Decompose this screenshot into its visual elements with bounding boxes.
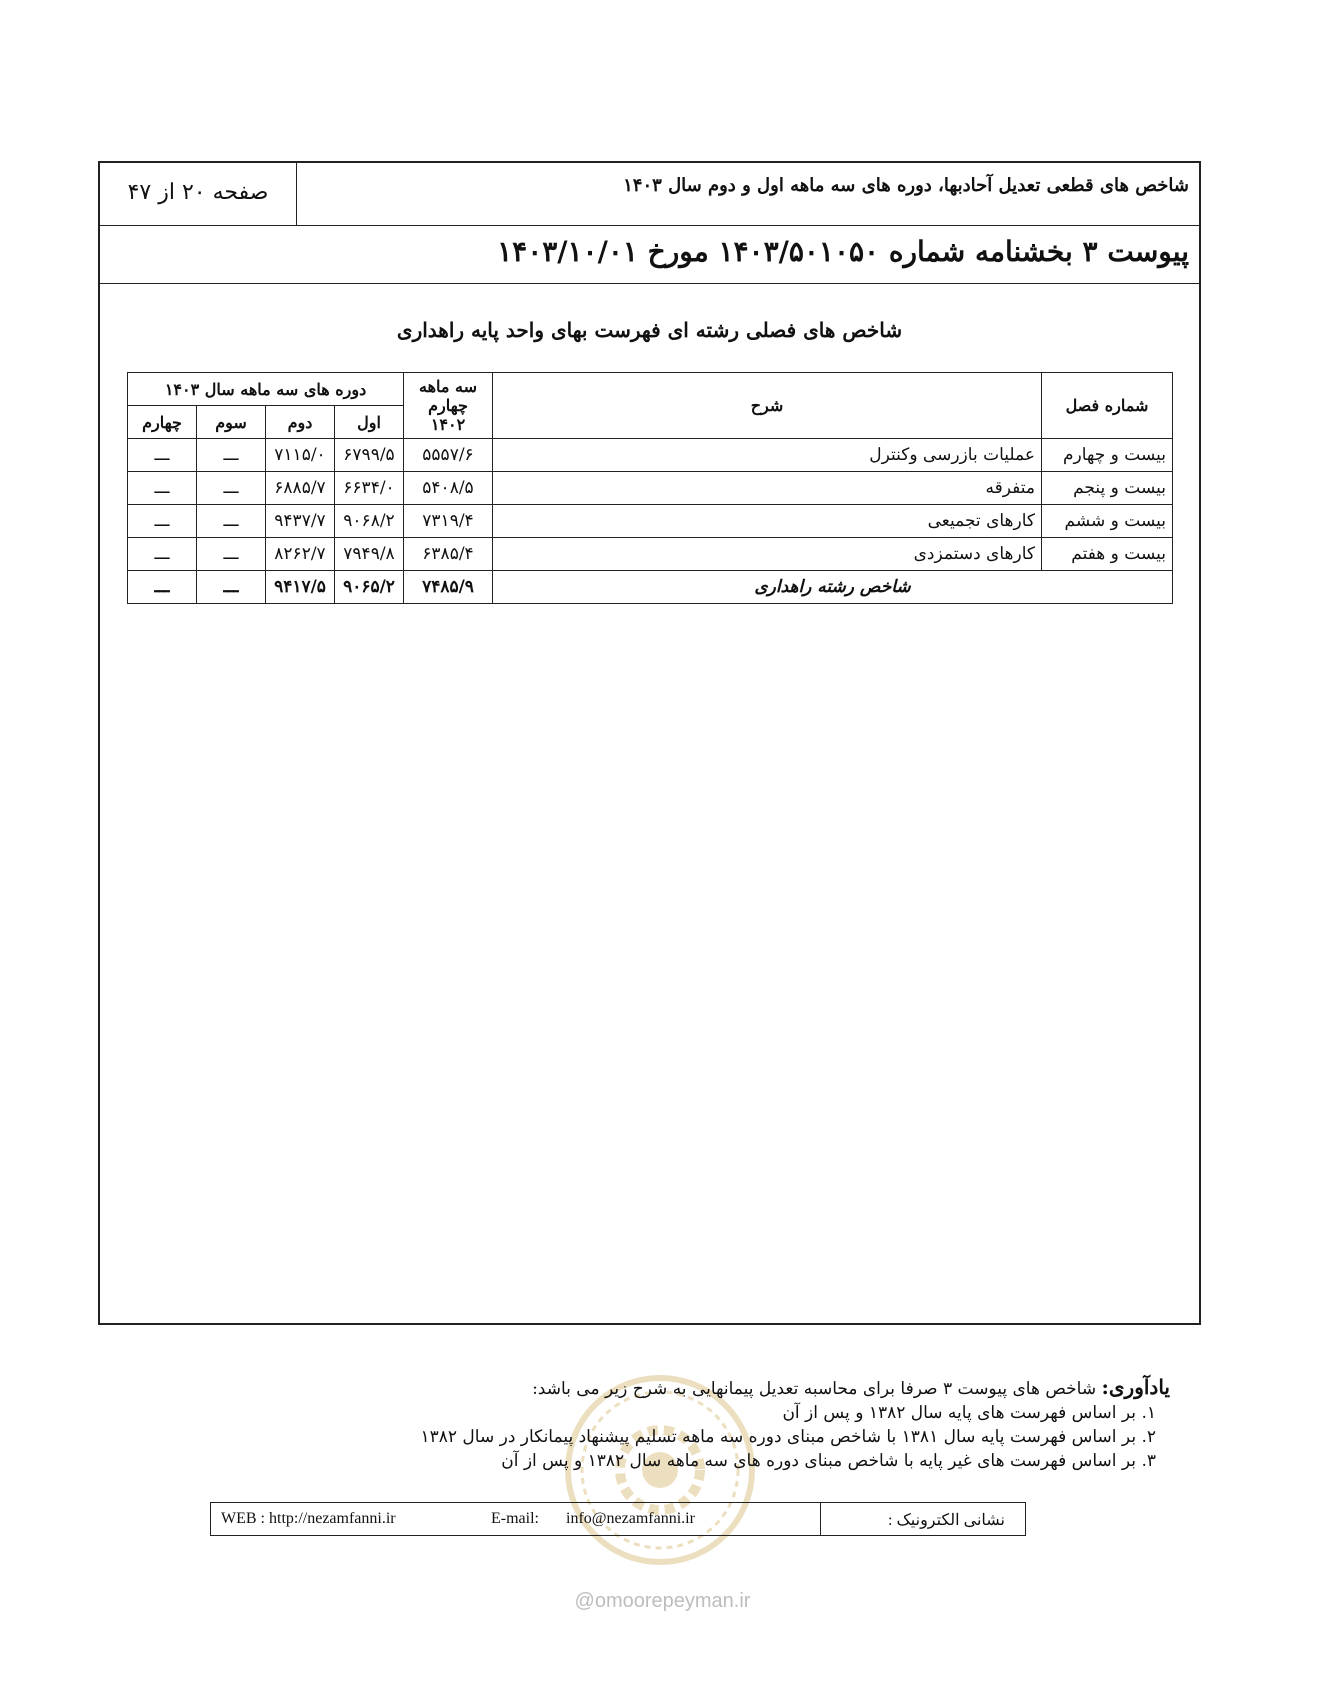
page-number-cell (100, 163, 297, 225)
cell-q1: ۷۹۴۹/۸ (335, 538, 404, 571)
cell-chapter: بیست و هفتم (1042, 538, 1173, 571)
cell-q2: ۸۲۶۲/۷ (266, 538, 335, 571)
document-reference: پیوست ۳ بخشنامه شماره ۱۴۰۳/۵۰۱۰۵۰ مورخ ۱۴۰۳/۱۰/۰۱ (497, 235, 1189, 268)
cell-total-q1: ۹۰۶۵/۲ (335, 571, 404, 604)
cell-q2: ۹۴۳۷/۷ (266, 505, 335, 538)
note-item: ۱. بر اساس فهرست های پایه سال ۱۳۸۲ و پس از آن (782, 1403, 1156, 1423)
cell-q4: ـــ (128, 505, 197, 538)
table-row (128, 439, 1173, 472)
cell-description: کارهای تجمیعی (493, 505, 1042, 538)
header-row (100, 163, 1199, 226)
note-item: ۲. بر اساس فهرست پایه سال ۱۳۸۱ با شاخص مبنای دوره سه ماهه تسلیم پیشنهاد پیمانکار در سال ۱۳۸۲ (420, 1427, 1156, 1447)
cell-description: متفرقه (493, 472, 1042, 505)
address-label: نشانی الکترونیک : (888, 1512, 1005, 1529)
watermark-text: @omoorepeyman.ir (574, 1590, 751, 1612)
cell-q4: ـــ (128, 538, 197, 571)
column-header-base: سه ماهه چهارم ۱۴۰۲ (404, 373, 493, 439)
table-total-row (128, 571, 1173, 604)
cell-q3: ـــ (197, 538, 266, 571)
cell-total-q3: ـــ (197, 571, 266, 604)
cell-base: ۷۳۱۹/۴ (404, 505, 493, 538)
footer-note (0, 1375, 1170, 1471)
table-header-row (128, 373, 1173, 406)
cell-chapter: بیست و چهارم (1042, 439, 1173, 472)
column-header-description: شرح (493, 373, 1042, 439)
cell-total-description: شاخص رشته راهداری (493, 571, 1173, 604)
cell-q3: ـــ (197, 439, 266, 472)
email-label: E-mail: (491, 1510, 539, 1527)
column-header-q3: سوم (197, 406, 266, 439)
cell-q4: ـــ (128, 472, 197, 505)
cell-total-q4: ـــ (128, 571, 197, 604)
cell-chapter: بیست و پنجم (1042, 472, 1173, 505)
contact-box (210, 1502, 1026, 1536)
table-row (128, 538, 1173, 571)
note-intro: شاخص های پیوست ۳ صرفا برای محاسبه تعدیل پیمانهایی به شرح زیر می باشد: (532, 1379, 1097, 1399)
page-number: صفحه ۲۰ از ۴۷ (127, 180, 269, 205)
cell-base: ۵۴۰۸/۵ (404, 472, 493, 505)
cell-base: ۶۳۸۵/۴ (404, 538, 493, 571)
note-item: ۳. بر اساس فهرست های غیر پایه با شاخص مبنای دوره های سه ماهه سال ۱۳۸۲ و پس از آن (501, 1451, 1156, 1471)
email-link[interactable]: info@nezamfanni.ir (566, 1510, 695, 1527)
contact-divider (820, 1503, 821, 1535)
cell-q2: ۷۱۱۵/۰ (266, 439, 335, 472)
note-label: یادآوری: (1101, 1375, 1170, 1399)
cell-base: ۵۵۵۷/۶ (404, 439, 493, 472)
document-title: شاخص های قطعی تعدیل آحادبها، دوره های سه ماهه اول و دوم سال ۱۴۰۳ (623, 175, 1189, 196)
cell-q4: ـــ (128, 439, 197, 472)
index-table (127, 372, 1173, 604)
cell-q3: ـــ (197, 472, 266, 505)
document-reference-row (100, 225, 1199, 284)
cell-q1: ۶۷۹۹/۵ (335, 439, 404, 472)
section-title: شاخص های فصلی رشته ای فهرست بهای واحد پایه راهداری (396, 318, 903, 342)
cell-q2: ۶۸۸۵/۷ (266, 472, 335, 505)
cell-chapter: بیست و ششم (1042, 505, 1173, 538)
cell-description: عملیات بازرسی وکنترل (493, 439, 1042, 472)
cell-q3: ـــ (197, 505, 266, 538)
column-group-header: دوره های سه ماهه سال ۱۴۰۳ (128, 373, 404, 406)
column-header-q4: چهارم (128, 406, 197, 439)
document-frame (98, 161, 1201, 1325)
table-row (128, 505, 1173, 538)
cell-q1: ۹۰۶۸/۲ (335, 505, 404, 538)
column-header-q1: اول (335, 406, 404, 439)
cell-description: کارهای دستمزدی (493, 538, 1042, 571)
column-header-chapter: شماره فصل (1042, 373, 1173, 439)
note-intro-line (0, 1375, 1170, 1399)
cell-q1: ۶۶۳۴/۰ (335, 472, 404, 505)
cell-total-base: ۷۴۸۵/۹ (404, 571, 493, 604)
cell-total-q2: ۹۴۱۷/۵ (266, 571, 335, 604)
table-row (128, 472, 1173, 505)
website-link[interactable]: WEB : http://nezamfanni.ir (221, 1510, 396, 1527)
column-header-q2: دوم (266, 406, 335, 439)
